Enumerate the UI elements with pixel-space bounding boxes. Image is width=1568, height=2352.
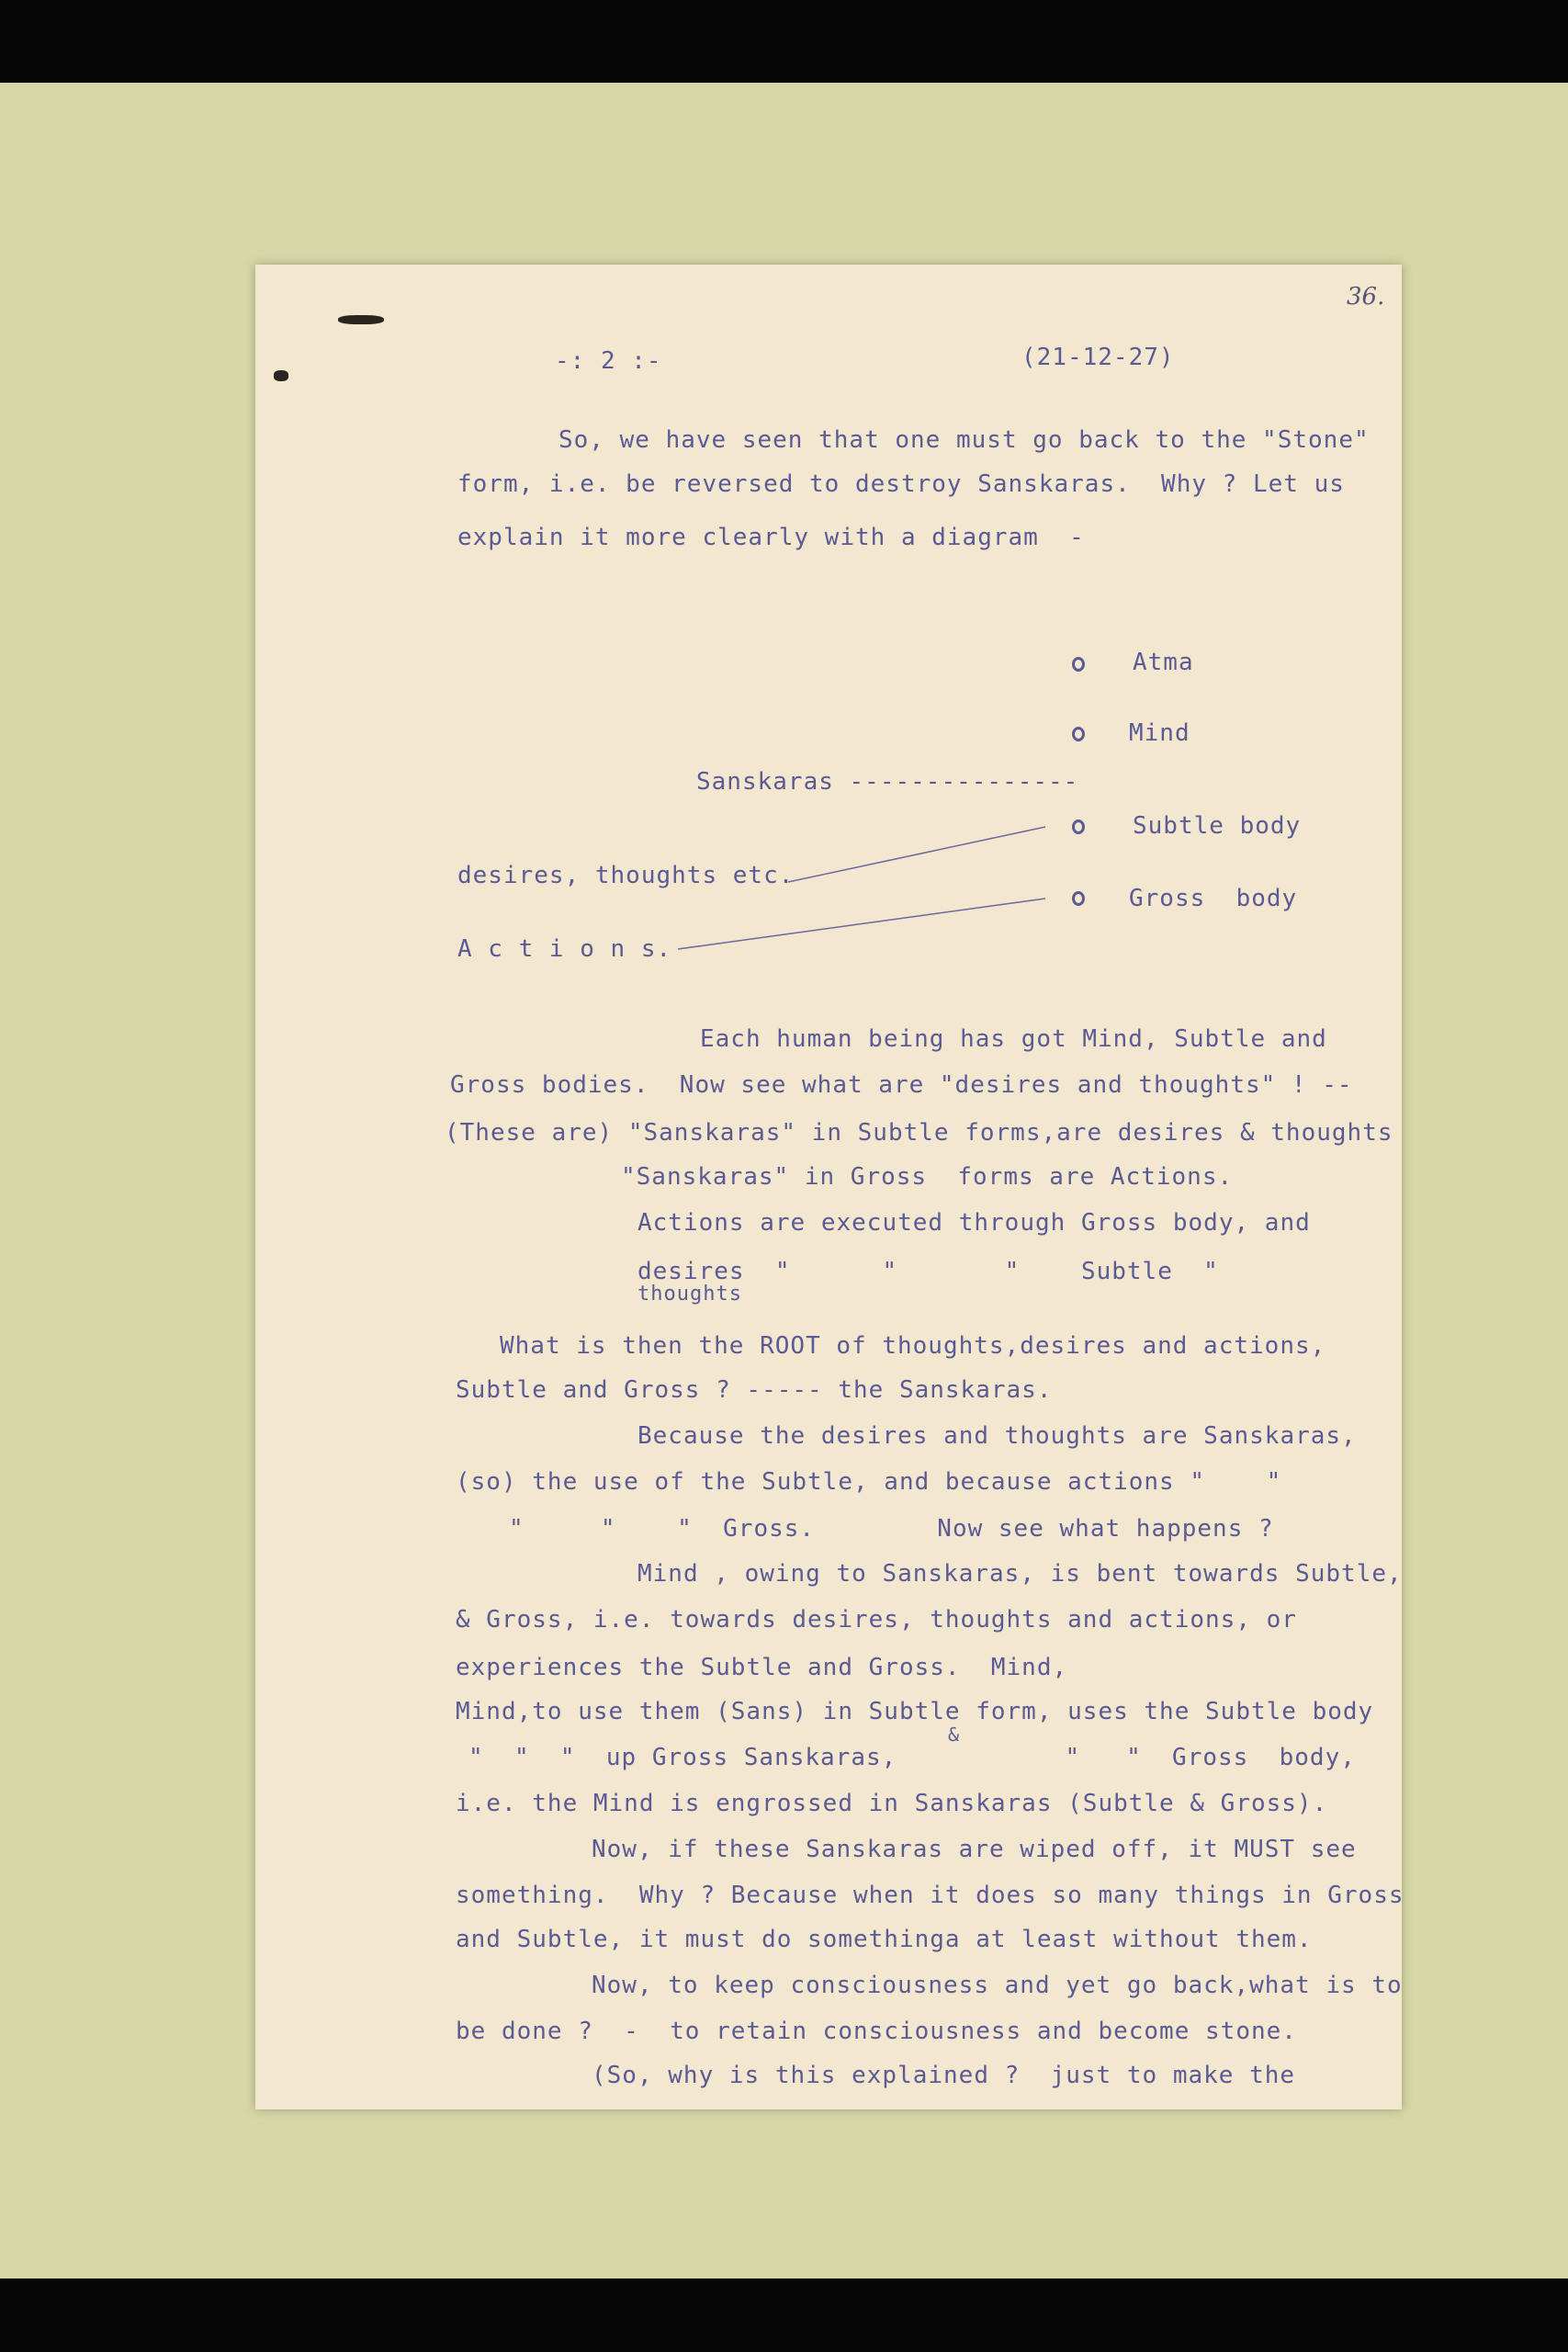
sanskaras-label: Sanskaras --------------- bbox=[696, 768, 1079, 796]
ink-smudge bbox=[274, 370, 288, 381]
diagram-bullet bbox=[1072, 820, 1085, 834]
connector-desires bbox=[788, 827, 1045, 882]
text-line: Now, if these Sanskaras are wiped off, it MUST see bbox=[592, 1836, 1357, 1863]
text-line: & bbox=[948, 1724, 961, 1746]
intro-line: explain it more clearly with a diagram - bbox=[457, 524, 1085, 551]
text-line: experiences the Subtle and Gross. Mind, bbox=[456, 1654, 1068, 1681]
text-line: i.e. the Mind is engrossed in Sanskaras (Subtle & Gross). bbox=[456, 1790, 1328, 1817]
text-line: (so) the use of the Subtle, and because actions " " bbox=[456, 1468, 1282, 1496]
text-line: Mind , owing to Sanskaras, is bent towards Subtle, bbox=[637, 1560, 1403, 1588]
actions-label: A c t i o n s. bbox=[457, 935, 672, 963]
text-line: thoughts bbox=[637, 1283, 742, 1306]
text-line: Actions are executed through Gross body, and bbox=[637, 1209, 1311, 1237]
diagram-bullet bbox=[1072, 657, 1085, 672]
text-line: (These are) "Sanskaras" in Subtle forms,are desires & thoughts bbox=[445, 1119, 1393, 1147]
typed-page bbox=[255, 265, 1402, 2109]
text-line: " " " up Gross Sanskaras, " " Gross body, bbox=[468, 1744, 1356, 1771]
text-line: something. Why ? Because when it does so many things in Gross bbox=[456, 1882, 1404, 1909]
text-line: (So, why is this explained ? just to make the bbox=[592, 2062, 1296, 2089]
ink-smudge bbox=[338, 315, 384, 324]
text-line: Because the desires and thoughts are Sanskaras, bbox=[637, 1422, 1357, 1450]
desires-label: desires, thoughts etc. bbox=[457, 862, 795, 889]
text-line: Mind,to use them (Sans) in Subtle form, uses the Subtle body bbox=[456, 1698, 1374, 1725]
text-line: be done ? - to retain consciousness and become stone. bbox=[456, 2018, 1297, 2045]
text-line: "Sanskaras" in Gross forms are Actions. bbox=[621, 1163, 1234, 1191]
date-header: (21-12-27) bbox=[1021, 344, 1175, 371]
intro-line: form, i.e. be reversed to destroy Sanskaras. Why ? Let us bbox=[457, 470, 1345, 498]
text-line: & Gross, i.e. towards desires, thoughts and actions, or bbox=[456, 1606, 1297, 1634]
page-number-header: -: 2 :- bbox=[555, 347, 662, 375]
text-line: What is then the ROOT of thoughts,desires and actions, bbox=[500, 1332, 1326, 1360]
text-line: Now, to keep consciousness and yet go back,what is to bbox=[592, 1972, 1403, 1999]
text-line: " " " Gross. Now see what happens ? bbox=[509, 1515, 1274, 1543]
text-line: Each human being has got Mind, Subtle and bbox=[700, 1025, 1327, 1053]
diagram-bullet bbox=[1072, 727, 1085, 741]
text-line: Gross bodies. Now see what are "desires and thoughts" ! -- bbox=[450, 1071, 1353, 1099]
diagram-level-label: Mind bbox=[1129, 719, 1190, 747]
folio-number: 36. bbox=[1347, 283, 1385, 311]
text-line: Subtle and Gross ? ----- the Sanskaras. bbox=[456, 1376, 1053, 1404]
connector-actions bbox=[678, 899, 1045, 949]
text-line: and Subtle, it must do somethinga at least without them. bbox=[456, 1926, 1313, 1953]
intro-line: So, we have seen that one must go back to the "Stone" bbox=[558, 426, 1370, 454]
text-line: desires " " " Subtle " bbox=[637, 1258, 1219, 1285]
diagram-level-label: Gross body bbox=[1129, 885, 1298, 912]
diagram-level-label: Subtle body bbox=[1133, 812, 1302, 840]
diagram-bullet bbox=[1072, 891, 1085, 906]
diagram-level-label: Atma bbox=[1133, 649, 1194, 676]
